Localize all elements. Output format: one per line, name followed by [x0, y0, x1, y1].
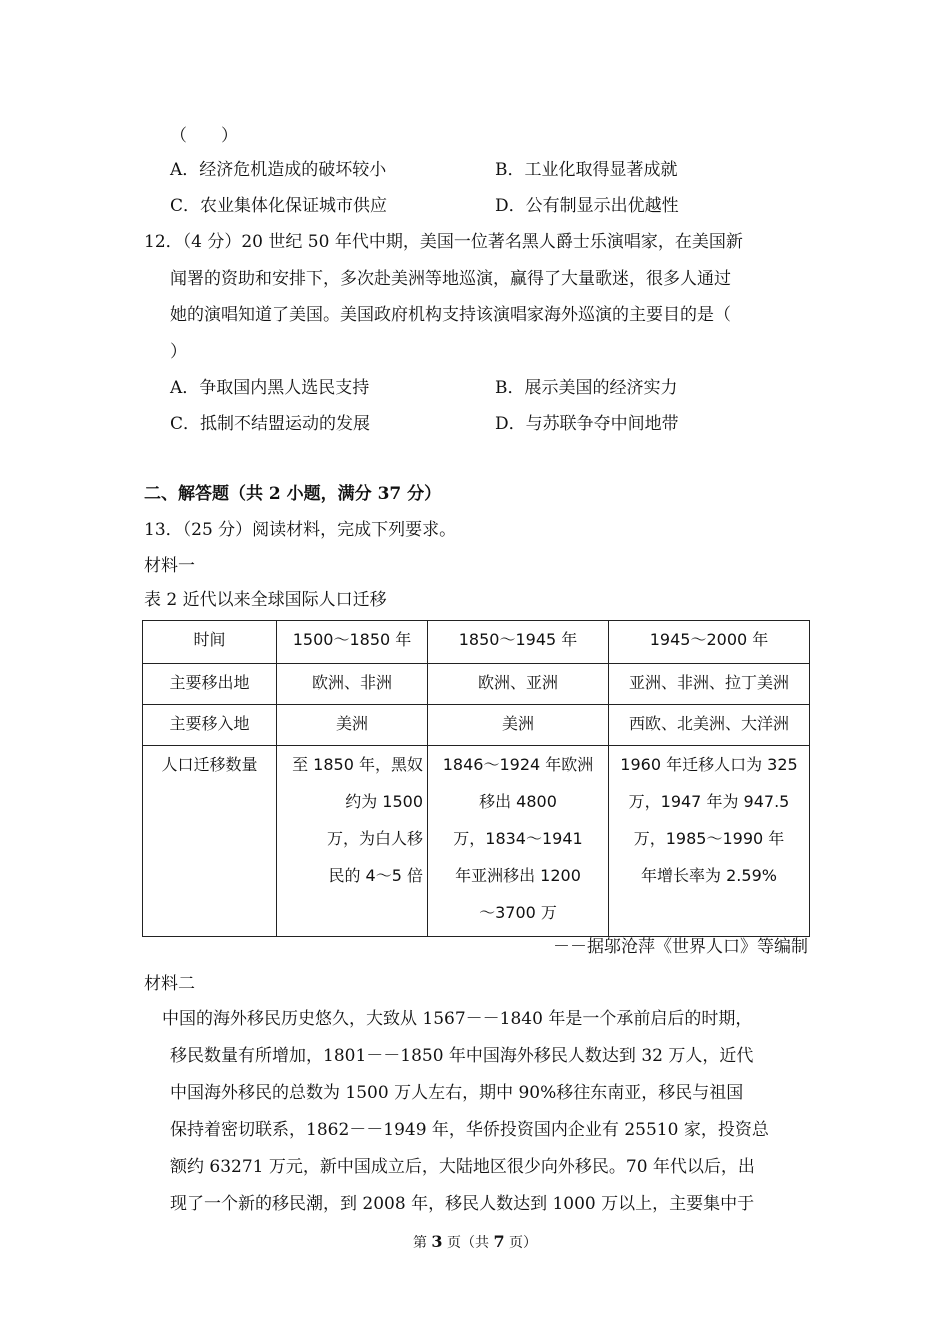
quantity-2-line: 年亚洲移出 1200: [455, 866, 581, 885]
row-label-destination: 主要移入地: [143, 705, 277, 746]
table-source: －－据邬沧萍《世界人口》等编制: [553, 937, 808, 957]
quantity-2-line: 1846～1924 年欧洲: [442, 755, 594, 774]
material-2-line: 移民数量有所增加，1801－－1850 年中国海外移民人数达到 32 万人，近代: [170, 1046, 754, 1066]
footer-total-pages: 7: [493, 1232, 505, 1251]
q11-answer-paren: （ ）: [170, 126, 238, 146]
q12-option-c: C．抵制不结盟运动的发展: [170, 414, 371, 434]
destination-period-2: 美洲: [428, 705, 609, 746]
quantity-1-line: 万，为白人移: [326, 829, 423, 848]
header-period-1: 1500～1850 年: [277, 621, 428, 664]
section-heading: 二、解答题（共 2 小题，满分 37 分）: [144, 484, 442, 504]
quantity-3-line: 1960 年迁移人口为 325: [620, 755, 798, 774]
quantity-period-2: [428, 746, 609, 937]
table-caption: 表 2 近代以来全球国际人口迁移: [144, 590, 387, 610]
header-time: 时间: [143, 621, 277, 664]
footer-middle: 页（共: [442, 1235, 494, 1251]
quantity-period-1: [277, 746, 428, 937]
q11-option-a: A．经济危机造成的破坏较小: [170, 160, 387, 180]
quantity-3-line: 万，1947 年为 947.5: [628, 792, 790, 811]
table-row-origin: [143, 664, 810, 705]
q11-option-b: B．工业化取得显著成就: [495, 160, 678, 180]
destination-period-3: 西欧、北美洲、大洋洲: [609, 705, 810, 746]
q13-stem: 13．（25 分）阅读材料，完成下列要求。: [144, 520, 457, 540]
material-2-line: 额约 63271 万元，新中国成立后，大陆地区很少向外移民。70 年代以后，出: [170, 1157, 755, 1177]
footer-page-number: 3: [431, 1232, 443, 1251]
q11-option-d: D．公有制显示出优越性: [495, 196, 679, 216]
quantity-1-line: 至 1850 年，黑奴: [292, 755, 423, 774]
destination-period-1: 美洲: [277, 705, 428, 746]
quantity-period-3: [609, 746, 810, 937]
quantity-1-line: 约为 1500: [345, 792, 423, 811]
table-row-destination: [143, 705, 810, 746]
row-label-origin: 主要移出地: [143, 664, 277, 705]
footer-prefix: 第: [412, 1235, 432, 1251]
quantity-2-line: 万，1834～1941: [453, 829, 583, 848]
migration-table: [142, 620, 810, 937]
header-period-3: 1945～2000 年: [609, 621, 810, 664]
q12-stem-line-3: 她的演唱知道了美国。美国政府机构支持该演唱家海外巡演的主要目的是（: [170, 305, 731, 325]
header-period-2: 1850～1945 年: [428, 621, 609, 664]
row-label-quantity: 人口迁移数量: [143, 746, 277, 937]
page-footer: [0, 1232, 950, 1253]
quantity-2-line: ～3700 万: [479, 903, 557, 922]
origin-period-2: 欧洲、亚洲: [428, 664, 609, 705]
origin-period-1: 欧洲、非洲: [277, 664, 428, 705]
quantity-2-line: 移出 4800: [479, 792, 557, 811]
material-2-line: 中国的海外移民历史悠久，大致从 1567－－1840 年是一个承前启后的时期，: [162, 1009, 753, 1029]
quantity-3-line: 万，1985～1990 年: [633, 829, 785, 848]
quantity-3-line: 年增长率为 2.59%: [641, 866, 777, 885]
quantity-1-line: 民的 4～5 倍: [328, 866, 423, 885]
q11-option-c: C．农业集体化保证城市供应: [170, 196, 388, 216]
q12-option-a: A．争取国内黑人选民支持: [170, 378, 370, 398]
material-2-line: 保持着密切联系，1862－－1949 年，华侨投资国内企业有 25510 家，投资总: [170, 1120, 769, 1140]
q12-stem-line-1: 12．（4 分）20 世纪 50 年代中期，美国一位著名黑人爵士乐演唱家，在美国新: [144, 232, 743, 252]
table-row-quantity: [143, 746, 810, 937]
material-2-line: 现了一个新的移民潮，到 2008 年，移民人数达到 1000 万以上，主要集中于: [170, 1194, 755, 1214]
origin-period-3: 亚洲、非洲、拉丁美洲: [609, 664, 810, 705]
material-2-label: 材料二: [144, 974, 195, 994]
q12-option-d: D．与苏联争夺中间地带: [495, 414, 679, 434]
material-1-label: 材料一: [144, 556, 195, 576]
q12-option-b: B．展示美国的经济实力: [495, 378, 678, 398]
table-header-row: [143, 621, 810, 664]
q12-stem-line-4: ）: [170, 342, 187, 362]
footer-suffix: 页）: [504, 1235, 538, 1251]
q12-stem-line-2: 闻署的资助和安排下，多次赴美洲等地巡演，赢得了大量歌迷，很多人通过: [170, 269, 731, 289]
material-2-line: 中国海外移民的总数为 1500 万人左右，期中 90%移往东南亚，移民与祖国: [170, 1083, 744, 1103]
